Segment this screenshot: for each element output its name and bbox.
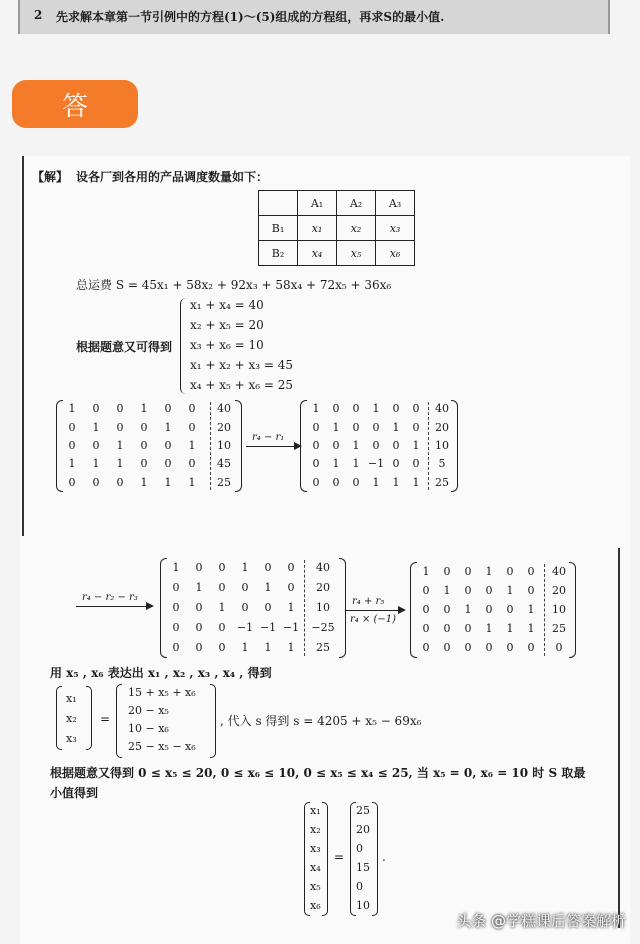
problem-number: 2 [34,8,43,22]
equals-sign: = [100,712,111,726]
matrix-entry: −1 [367,457,385,471]
matrix-entry: 1 [392,420,400,434]
row-op-2: r₄ − r₂ − r₃ [82,592,138,603]
table-cell: x₂ [337,216,376,241]
matrix-entry: 0 [140,439,148,452]
conclusion-line-1: 根据题意又得到 0 ≤ x₅ ≤ 20, 0 ≤ x₆ ≤ 10, 0 ≤ x₅ ≤ x₄ ≤ 25, 当 x₅ = 0, x₆ = 10 时 S 取最 [50,766,586,780]
matrix-entry: 1 [287,641,295,654]
matrix-entry: 1 [164,475,172,489]
matrix-entry: 0 [312,475,320,489]
matrix-entry: 0 [287,561,295,574]
final-rhs-vector: 25 20 0 15 0 10 [350,802,378,916]
matrix-entry: 0 [464,622,472,636]
watermark: 头条 @学糕课后答案解析 [456,912,626,930]
matrix-entry: 1 [412,439,420,452]
matrix-entry: 1 [485,622,493,636]
matrix-entry: 0 [527,641,535,655]
augmented-matrix-1 [56,400,242,492]
matrix-entry: 0 [92,475,100,489]
matrix-entry: 1 [527,622,535,636]
matrix-entry: 0 [218,621,226,634]
matrix-entry: 0 [422,641,430,655]
problem-strip [18,0,610,34]
col-header: A₂ [337,191,376,216]
conclusion-line-2: 小值得到 [50,786,99,800]
matrix-entry: 0 [422,583,430,597]
matrix-entry: 0 [188,457,196,471]
row-header: B₂ [259,241,298,266]
matrix-entry: 20 [552,583,566,597]
matrix-entry: 1 [264,641,272,654]
matrix-entry: −1 [259,621,277,634]
matrix-entry: 1 [352,457,360,471]
matrix-entry: 0 [352,420,360,434]
matrix-entry: 0 [392,439,400,452]
matrix-entry: 1 [188,439,196,452]
matrix-entry: 1 [116,457,124,471]
page-border-left [22,156,24,536]
matrix-entry: 1 [68,457,76,471]
matrix-entry: 0 [195,641,203,654]
matrix-entry: 0 [422,622,430,636]
matrix-entry: 1 [241,641,249,654]
matrix-entry: 0 [164,439,172,452]
matrix-entry: 1 [352,439,360,452]
matrix-entry: 0 [352,402,360,416]
matrix-entry: 25 [217,475,231,489]
matrix-entry: 0 [218,561,226,574]
matrix-entry: 1 [195,581,203,594]
matrix-entry: 0 [372,439,380,452]
matrix-entry: 10 [552,603,566,616]
matrix-entry: 0 [164,402,172,416]
page-border-right [618,548,620,928]
matrix-entry: 0 [443,641,451,655]
matrix-entry: 0 [172,641,180,654]
matrix-entry: 0 [464,641,472,655]
matrix-entry: 10 [217,439,231,452]
matrix-entry: 0 [352,475,360,489]
table-cell: x₆ [376,241,415,266]
matrix-entry: 0 [464,583,472,597]
solution-page [20,156,630,944]
matrix-entry: 0 [506,641,514,655]
matrix-entry: 1 [92,420,100,434]
matrix-entry: 0 [140,420,148,434]
matrix-entry: 40 [217,402,231,416]
final-lhs-vector: x₁ x₂ x₃ x₄ x₅ x₆ [304,802,328,916]
matrix-entry: 0 [506,564,514,578]
matrix-entry: 0 [392,457,400,471]
equals-sign: = [334,850,345,864]
matrix-entry: 0 [218,581,226,594]
solution-intro: 设各厂到各用的产品调度数量如下： [76,170,269,184]
matrix-entry: 0 [140,457,148,471]
matrix-entry: 0 [443,622,451,636]
matrix-entry: 1 [372,475,380,489]
matrix-entry: 0 [195,561,203,574]
matrix-entry: 1 [332,420,340,434]
system-label: 根据题意又可得到 [76,340,173,354]
matrix-entry: 1 [392,475,400,489]
cost-formula: 总运费 S = 45x₁ + 58x₂ + 92x₃ + 58x₄ + 72x₅ + 36x₆ [76,278,392,292]
matrix-entry: 20 [316,581,330,594]
matrix-entry: 0 [464,564,472,578]
matrix-entry: 0 [116,475,124,489]
system-brace [180,298,186,394]
matrix-entry: 0 [92,402,100,416]
matrix-entry: 0 [422,603,430,616]
augmented-matrix-2 [300,400,458,492]
matrix-entry: 0 [485,641,493,655]
matrix-entry: 0 [195,621,203,634]
matrix-entry: 1 [412,475,420,489]
matrix-entry: 1 [506,583,514,597]
matrix-entry: 10 [435,439,449,452]
matrix-entry: 20 [217,420,231,434]
matrix-entry: 0 [312,439,320,452]
matrix-entry: 0 [116,402,124,416]
matrix-entry: 25 [435,475,449,489]
matrix-entry: 0 [188,402,196,416]
matrix-entry: 40 [316,561,330,574]
matrix-entry: 40 [552,564,566,578]
express-line: 用 x₅ , x₆ 表达出 x₁ , x₂ , x₃ , x₄ , 得到 [50,666,272,680]
matrix-entry: 1 [188,475,196,489]
matrix-entry: 0 [264,561,272,574]
row-op-3-bottom: r₄ × (−1) [350,614,397,625]
matrix-entry: 1 [172,561,180,574]
matrix-entry: 1 [218,601,226,614]
equation: x₁ + x₂ + x₃ = 45 [190,358,294,372]
col-header: A₁ [298,191,337,216]
row-op-3-top: r₄ + r₅ [352,596,385,607]
row-header: B₁ [259,216,298,241]
augmented-matrix-3 [160,558,346,658]
matrix-entry: 0 [412,420,420,434]
matrix-entry: 20 [435,420,449,434]
matrix-entry: 45 [217,457,231,471]
matrix-entry: 0 [506,603,514,616]
matrix-entry: 0 [164,457,172,471]
lhs-vector: x₁ x₂ x₃ [56,686,92,750]
table-cell: x₄ [298,241,337,266]
matrix-entry: 1 [506,622,514,636]
equation: x₁ + x₄ = 40 [190,298,264,312]
matrix-entry: 0 [116,420,124,434]
matrix-entry: 1 [287,601,295,614]
matrix-entry: −1 [282,621,300,634]
row-op-arrow-3 [346,610,404,611]
matrix-entry: 40 [435,402,449,416]
matrix-entry: 5 [438,457,446,471]
matrix-entry: 25 [552,622,566,636]
matrix-entry: 0 [443,564,451,578]
matrix-entry: 0 [527,564,535,578]
matrix-entry: 1 [116,439,124,452]
matrix-entry: 0 [555,641,563,655]
matrix-entry: 1 [464,603,472,616]
equation: x₂ + x₅ = 20 [190,318,264,332]
table-cell: x₃ [376,216,415,241]
matrix-entry: 10 [316,601,330,614]
matrix-entry: 0 [172,581,180,594]
matrix-entry: 1 [140,402,148,416]
equation: x₄ + x₅ + x₆ = 25 [190,378,294,392]
table-cell: x₁ [298,216,337,241]
matrix-entry: 0 [332,439,340,452]
matrix-entry: 0 [264,601,272,614]
matrix-entry: 0 [312,420,320,434]
equation: x₃ + x₆ = 10 [190,338,264,352]
matrix-entry: 0 [443,603,451,616]
matrix-entry: 0 [218,641,226,654]
matrix-entry: 1 [140,475,148,489]
matrix-entry: 0 [287,581,295,594]
matrix-entry: 0 [527,583,535,597]
matrix-entry: 1 [443,583,451,597]
augmented-matrix-4 [410,562,576,658]
matrix-entry: 0 [92,439,100,452]
matrix-entry: 1 [164,420,172,434]
matrix-entry: 1 [372,402,380,416]
substitute-line: , 代入 s 得到 s = 4205 + x₅ − 69x₆ [220,714,422,728]
table-cell: x₅ [337,241,376,266]
matrix-entry: −1 [236,621,254,634]
dispatch-table [258,190,415,266]
matrix-entry: 1 [332,457,340,471]
matrix-entry: 1 [527,603,535,616]
matrix-entry: 0 [241,601,249,614]
matrix-entry: 0 [312,457,320,471]
matrix-entry: 25 [316,641,330,654]
matrix-entry: 0 [68,420,76,434]
matrix-entry: 0 [485,583,493,597]
matrix-entry: 0 [241,581,249,594]
problem-text: 先求解本章第一节引例中的方程(1)～(5)组成的方程组，再求S的最小值. [56,10,445,24]
row-op-arrow-2 [76,606,152,607]
matrix-entry: 0 [188,420,196,434]
matrix-entry: 1 [92,457,100,471]
matrix-entry: 0 [412,457,420,471]
matrix-entry: 0 [195,601,203,614]
answer-badge: 答 [12,80,138,128]
period: . [382,850,386,864]
matrix-entry: 0 [392,402,400,416]
matrix-entry: 0 [332,402,340,416]
matrix-entry: 1 [485,564,493,578]
rhs-vector: 15 + x₅ + x₆ 20 − x₅ 10 − x₆ 25 − x₅ − x₆ [116,684,216,758]
matrix-entry: 0 [68,475,76,489]
col-header: A₃ [376,191,415,216]
matrix-entry: −25 [311,621,335,634]
matrix-entry: 1 [312,402,320,416]
row-op-arrow-1 [246,446,300,447]
matrix-entry: 0 [372,420,380,434]
matrix-entry: 1 [264,581,272,594]
matrix-entry: 0 [412,402,420,416]
matrix-entry: 0 [172,621,180,634]
matrix-entry: 0 [68,439,76,452]
matrix-entry: 0 [485,603,493,616]
matrix-entry: 0 [172,601,180,614]
matrix-entry: 1 [422,564,430,578]
matrix-entry: 0 [332,475,340,489]
matrix-entry: 1 [241,561,249,574]
row-op-1: r₄ − r₁ [252,432,285,443]
solution-tag: 【解】 [32,170,69,184]
matrix-entry: 1 [68,402,76,416]
